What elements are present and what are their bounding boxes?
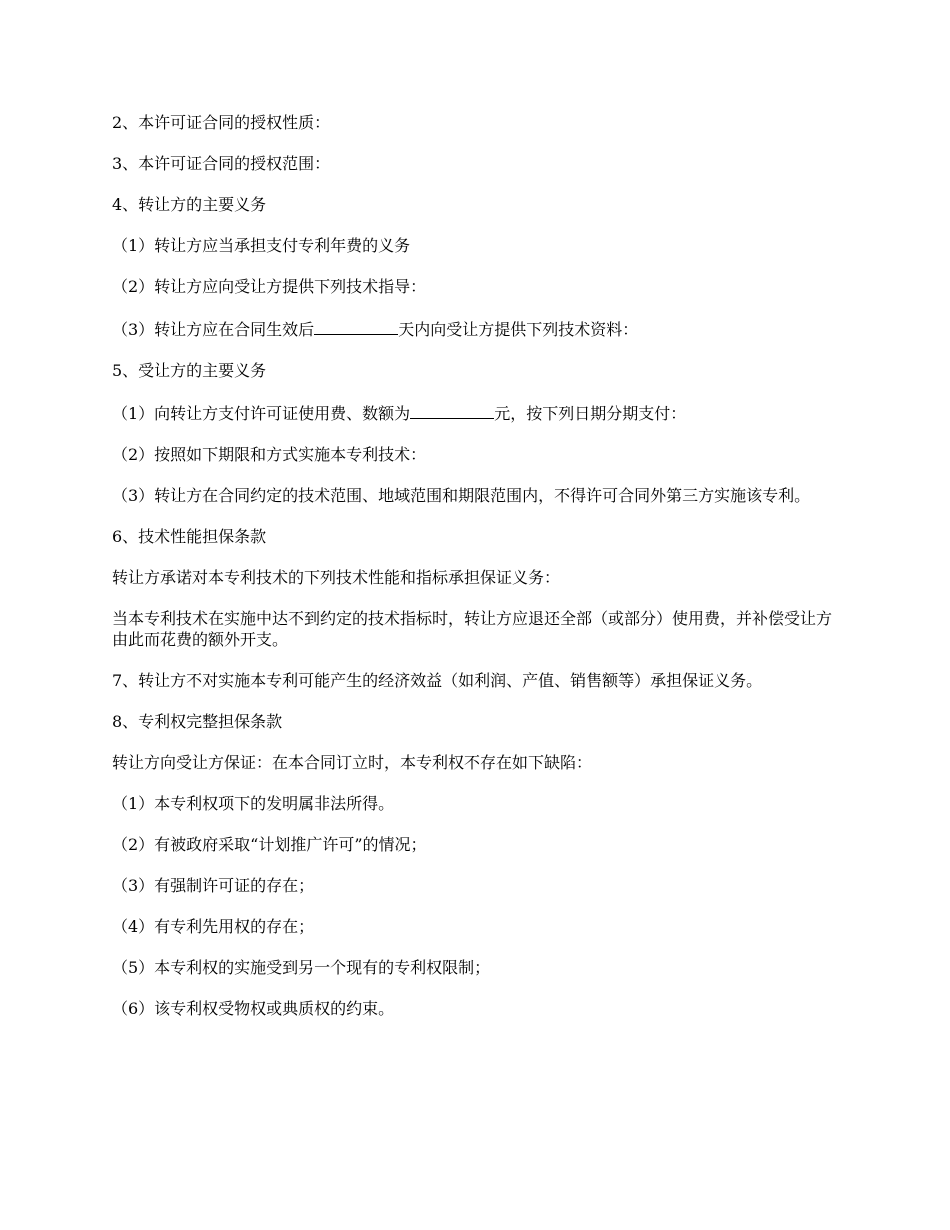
clause-8-item-3: （3）有强制许可证的存在；: [112, 876, 315, 895]
clause-6-heading: 6、技术性能担保条款: [112, 527, 267, 546]
clause-8-item-2: （2）有被政府采取“计划推广许可”的情况；: [112, 835, 427, 854]
clause-6-refund: 当本专利技术在实施中达不到约定的技术指标时，转让方应退还全部（或部分）使用费，并补偿受让方由此而花费的额外开支。: [112, 609, 833, 649]
clause-8-item-4: （4）有专利先用权的存在；: [112, 917, 315, 936]
clause-5-item-1-after: 元，按下列日期分期支付：: [494, 404, 687, 423]
clause-4-item-2: （2）转让方应向受让方提供下列技术指导：: [112, 277, 427, 296]
document-page: [112, 112, 832, 1039]
clause-5-heading: 5、受让方的主要义务: [112, 361, 267, 380]
amount-blank: [410, 401, 494, 419]
clause-8-item-6: （6）该专利权受物权或典质权的约束。: [112, 999, 395, 1018]
clause-4-item-1: （1）转让方应当承担支付专利年费的义务: [112, 236, 411, 255]
clause-8-guarantee: 转让方向受让方保证：在本合同订立时，本专利权不存在如下缺陷：: [112, 753, 593, 772]
clause-3-authorization-scope: 3、本许可证合同的授权范围：: [112, 154, 331, 173]
clause-4-item-3-before: （3）转让方应在合同生效后: [112, 320, 315, 339]
clause-8-heading: 8、专利权完整担保条款: [112, 712, 283, 731]
clause-6-commitment: 转让方承诺对本专利技术的下列技术性能和指标承担保证义务：: [112, 568, 561, 587]
days-blank: [314, 317, 398, 335]
clause-4-heading: 4、转让方的主要义务: [112, 195, 267, 214]
clause-4-item-3-after: 天内向受让方提供下列技术资料：: [398, 320, 639, 339]
clause-4-item-3: [112, 317, 832, 340]
clause-7: 7、转让方不对实施本专利可能产生的经济效益（如利润、产值、销售额等）承担保证义务。: [112, 671, 763, 690]
clause-5-item-2: （2）按照如下期限和方式实施本专利技术：: [112, 445, 427, 464]
clause-5-item-3: （3）转让方在合同约定的技术范围、地域范围和期限范围内，不得许可合同外第三方实施该专利。: [112, 486, 811, 505]
clause-2-authorization-nature: 2、本许可证合同的授权性质：: [112, 113, 331, 132]
clause-8-item-5: （5）本专利权的实施受到另一个现有的专利权限制；: [112, 958, 491, 977]
clause-8-item-1: （1）本专利权项下的发明属非法所得。: [112, 794, 395, 813]
clause-5-item-1: [112, 401, 832, 424]
clause-5-item-1-before: （1）向转让方支付许可证使用费、数额为: [112, 404, 411, 423]
